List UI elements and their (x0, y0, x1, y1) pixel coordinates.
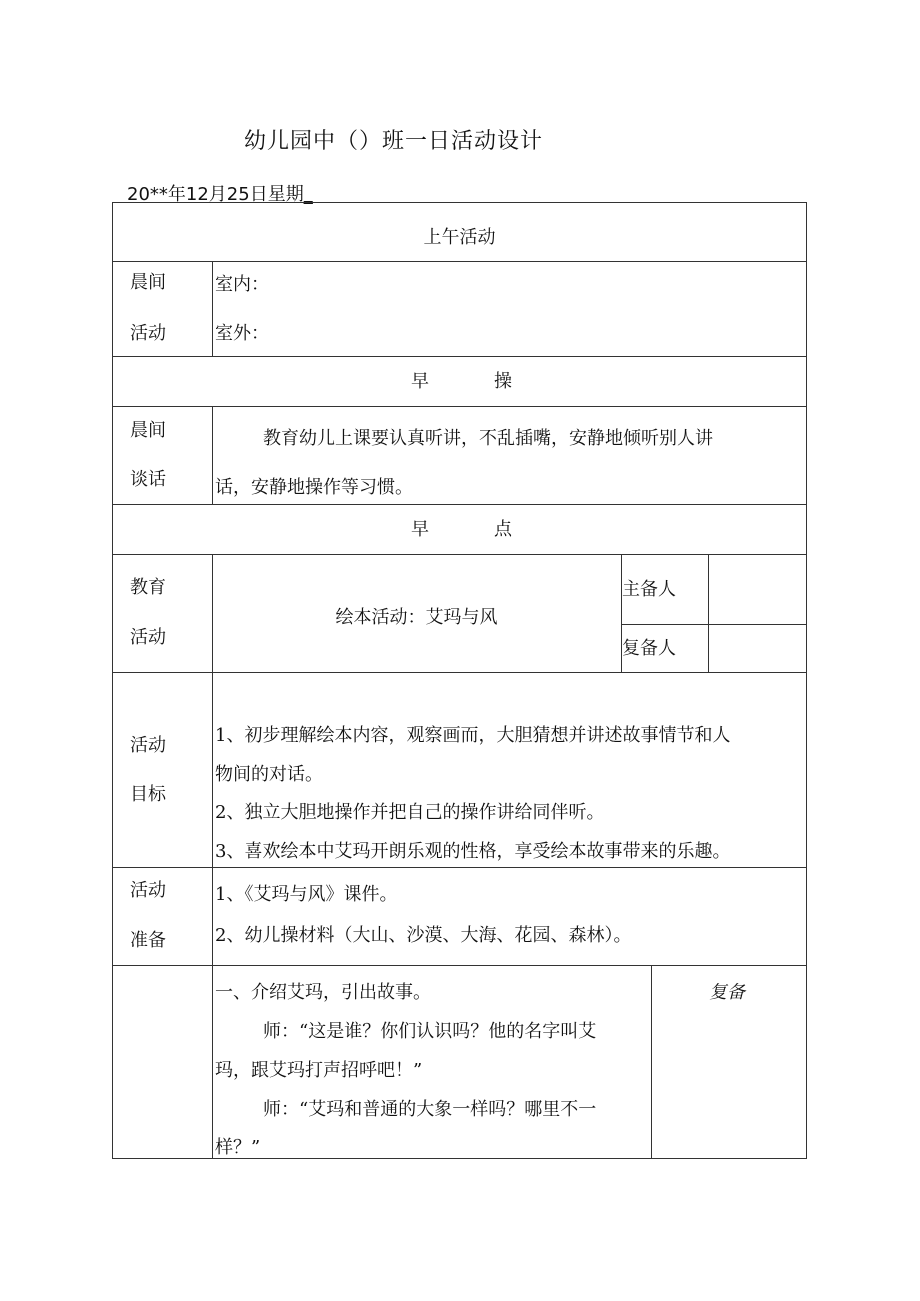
column-divider (651, 965, 652, 1158)
process-question-2-line-2: 样？” (215, 1137, 261, 1158)
morning-talk-text-1: 教育幼儿上课要认真听讲，不乱插嘴，安静地倾听别人讲 (263, 428, 713, 449)
morning-header: 上午活动 (423, 227, 496, 248)
morning-talk-text-2: 话，安静地操作等习惯。 (215, 477, 413, 498)
breakfast-char-1: 早 (411, 519, 429, 540)
morning-talk-label-2: 谈话 (130, 469, 166, 490)
goal-3: 3、喜欢绘本中艾玛开朗乐观的性格，享受绘本故事带来的乐趣。 (215, 841, 731, 862)
goal-2: 2、独立大胆地操作并把自己的操作讲给同伴听。 (215, 802, 605, 823)
row-divider (113, 867, 806, 868)
preparation-label-2: 准备 (130, 930, 166, 951)
row-divider (113, 356, 806, 357)
second-preparer-label: 复备人 (622, 638, 676, 659)
row-divider (113, 406, 806, 407)
preparation-label-1: 活动 (130, 880, 166, 901)
date-text: 20**年12月25日星期 (127, 184, 304, 205)
exercise-char-2: 操 (494, 371, 512, 392)
morning-talk-label-1: 晨间 (130, 420, 166, 441)
goal-1-line-2: 物间的对话。 (215, 764, 323, 785)
row-divider (113, 261, 806, 262)
morning-activity-label-2: 活动 (130, 323, 166, 344)
row-divider (113, 554, 806, 555)
process-step-1: 一、介绍艾玛，引出故事。 (215, 982, 431, 1003)
indoor-label: 室内： (215, 274, 269, 295)
goals-label-1: 活动 (130, 735, 166, 756)
weekday-blank: _ (303, 184, 313, 205)
process-question-1-line-1: 师：“这是谁？你们认识吗？他的名字叫艾 (263, 1021, 597, 1042)
exercise-char-1: 早 (411, 371, 429, 392)
morning-activity-label-1: 晨间 (130, 272, 166, 293)
preparation-item-2: 2、幼儿操材料（大山、沙漠、大海、花园、森林）。 (215, 925, 632, 946)
row-divider (113, 672, 806, 673)
education-label-1: 教育 (130, 577, 166, 598)
page-title: 幼儿园中（）班一日活动设计 (244, 129, 544, 154)
education-label-2: 活动 (130, 627, 166, 648)
column-divider (212, 406, 213, 504)
education-activity: 绘本活动：艾玛与风 (335, 607, 498, 628)
goal-1-line-1: 1、初步理解绘本内容，观察画而，大胆猜想并讲述故事情节和人 (215, 725, 731, 746)
column-divider (212, 554, 213, 1158)
process-question-1-line-2: 玛，跟艾玛打声招呼吧！” (215, 1060, 423, 1081)
review-label: 复备 (709, 982, 745, 1003)
breakfast-char-2: 点 (494, 519, 512, 540)
row-divider (113, 504, 806, 505)
main-preparer-label: 主备人 (622, 579, 676, 600)
column-divider (708, 554, 709, 672)
activity-table (112, 202, 807, 1159)
preparation-item-1: 1、《艾玛与风》课件。 (215, 884, 398, 905)
column-divider (212, 261, 213, 356)
process-question-2-line-1: 师：“艾玛和普通的大象一样吗？哪里不一 (263, 1099, 597, 1120)
goals-label-2: 目标 (130, 784, 166, 805)
outdoor-label: 室外： (215, 323, 269, 344)
cell-divider (621, 624, 806, 625)
row-divider (113, 965, 806, 966)
